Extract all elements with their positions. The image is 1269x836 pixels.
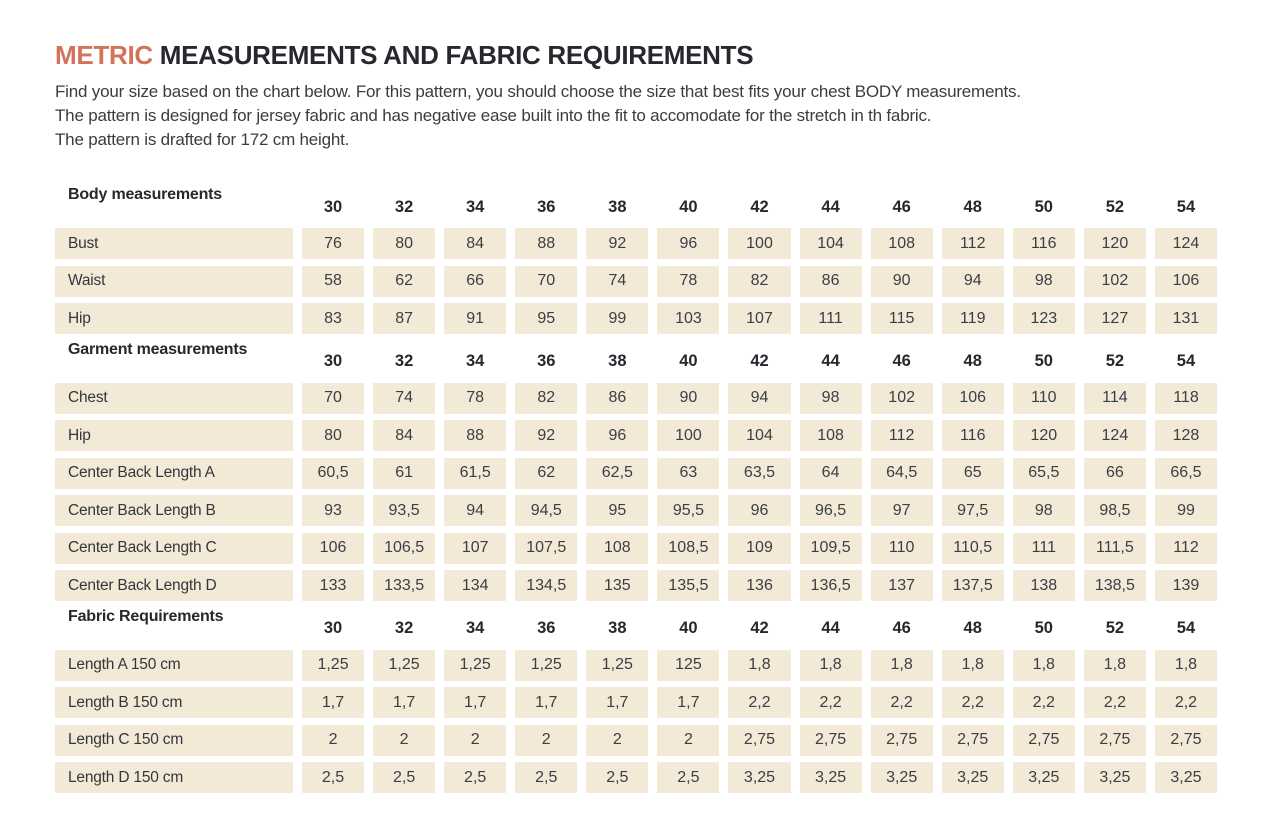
- value-cell: 102: [871, 383, 933, 414]
- value-cell: 98: [1013, 266, 1075, 297]
- value-cell: 116: [1013, 228, 1075, 259]
- value-cell: 61: [373, 458, 435, 489]
- value-cell: 1,7: [302, 687, 364, 718]
- row-label: Center Back Length A: [55, 458, 293, 489]
- value-cell: 108: [800, 420, 862, 451]
- value-cell: 112: [942, 228, 1004, 259]
- value-cell: 70: [302, 383, 364, 414]
- value-cell: 108,5: [657, 533, 719, 564]
- size-header: 34: [466, 352, 485, 370]
- section-header-label: Fabric Requirements: [68, 607, 224, 625]
- value-cell: 63: [657, 458, 719, 489]
- value-cell: 2,2: [1155, 687, 1217, 718]
- value-cell: 2,2: [871, 687, 933, 718]
- size-header: 52: [1105, 619, 1125, 637]
- size-header: 50: [1034, 619, 1053, 637]
- value-cell: 1,8: [1155, 650, 1217, 681]
- table-row: [55, 533, 1217, 564]
- value-cell: 91: [444, 303, 506, 334]
- value-cell: 94: [728, 383, 790, 414]
- value-cell: 2,2: [1084, 687, 1146, 718]
- size-header: 36: [537, 619, 556, 637]
- value-cell: 1,25: [302, 650, 364, 681]
- value-cell: 109,5: [800, 533, 862, 564]
- value-cell: 94,5: [515, 495, 577, 526]
- value-cell: 2,5: [373, 762, 435, 793]
- value-cell: 65,5: [1013, 458, 1075, 489]
- size-header: 38: [608, 352, 627, 370]
- value-cell: 2,2: [728, 687, 790, 718]
- table-row: [55, 458, 1217, 489]
- size-header: 36: [537, 197, 556, 216]
- size-header: 42: [750, 197, 769, 216]
- size-header: 46: [892, 619, 911, 637]
- value-cell: 98: [800, 383, 862, 414]
- value-cell: 64,5: [871, 458, 933, 489]
- row-label: Length B 150 cm: [55, 687, 293, 718]
- value-cell: 111: [800, 303, 862, 334]
- value-cell: 100: [657, 420, 719, 451]
- value-cell: 120: [1084, 228, 1146, 259]
- size-header: 38: [608, 197, 627, 216]
- value-cell: 2: [586, 725, 648, 756]
- value-cell: 87: [373, 303, 435, 334]
- value-cell: 96,5: [800, 495, 862, 526]
- value-cell: 1,8: [1013, 650, 1075, 681]
- value-cell: 3,25: [728, 762, 790, 793]
- value-cell: 80: [302, 420, 364, 451]
- value-cell: 1,7: [586, 687, 648, 718]
- value-cell: 3,25: [800, 762, 862, 793]
- value-cell: 2,75: [871, 725, 933, 756]
- value-cell: 3,25: [871, 762, 933, 793]
- value-cell: 107,5: [515, 533, 577, 564]
- value-cell: 97: [871, 495, 933, 526]
- page-title-accent: METRIC: [55, 40, 153, 70]
- size-header: 48: [963, 197, 982, 216]
- section-header-label: Garment measurements: [68, 340, 248, 358]
- intro-paragraph: [55, 80, 1215, 152]
- table-row: [55, 650, 1217, 681]
- value-cell: 115: [871, 303, 933, 334]
- value-cell: 2,75: [942, 725, 1004, 756]
- value-cell: 139: [1155, 570, 1217, 601]
- value-cell: 2,75: [728, 725, 790, 756]
- size-header: 52: [1105, 352, 1125, 370]
- size-header: 54: [1176, 352, 1196, 370]
- size-header: 46: [892, 197, 911, 216]
- value-cell: 84: [373, 420, 435, 451]
- value-cell: 95: [586, 495, 648, 526]
- size-table: [55, 186, 1217, 793]
- value-cell: 88: [444, 420, 506, 451]
- size-header: 54: [1176, 197, 1196, 216]
- value-cell: 96: [586, 420, 648, 451]
- value-cell: 3,25: [942, 762, 1004, 793]
- value-cell: 108: [586, 533, 648, 564]
- row-label: Waist: [55, 266, 293, 297]
- section-header-row: [55, 341, 1217, 383]
- size-header: 32: [394, 197, 414, 216]
- value-cell: 109: [728, 533, 790, 564]
- row-label: Chest: [55, 383, 293, 414]
- value-cell: 2: [515, 725, 577, 756]
- value-cell: 97,5: [942, 495, 1004, 526]
- value-cell: 1,8: [942, 650, 1004, 681]
- value-cell: 3,25: [1084, 762, 1146, 793]
- page-title-rest: MEASUREMENTS AND FABRIC REQUIREMENTS: [152, 40, 754, 70]
- value-cell: 95,5: [657, 495, 719, 526]
- value-cell: 136,5: [800, 570, 862, 601]
- value-cell: 2,5: [302, 762, 364, 793]
- size-header: 54: [1176, 619, 1196, 637]
- value-cell: 84: [444, 228, 506, 259]
- value-cell: 2,5: [444, 762, 506, 793]
- size-header: 44: [821, 197, 840, 216]
- size-header: 52: [1105, 197, 1125, 216]
- value-cell: 3,25: [1013, 762, 1075, 793]
- value-cell: 133: [302, 570, 364, 601]
- value-cell: 104: [728, 420, 790, 451]
- size-header: 40: [679, 619, 698, 637]
- value-cell: 2: [657, 725, 719, 756]
- value-cell: 96: [657, 228, 719, 259]
- size-header: 32: [394, 352, 414, 370]
- value-cell: 124: [1155, 228, 1217, 259]
- value-cell: 2,75: [800, 725, 862, 756]
- size-header: 48: [963, 352, 982, 370]
- value-cell: 1,8: [1084, 650, 1146, 681]
- value-cell: 108: [871, 228, 933, 259]
- value-cell: 62,5: [586, 458, 648, 489]
- value-cell: 98: [1013, 495, 1075, 526]
- size-header: 38: [608, 619, 627, 637]
- intro-line-1: Find your size based on the chart below. For this pattern, you should choose the size that best fits your chest BODY measurements.: [55, 82, 1021, 101]
- value-cell: 2,75: [1155, 725, 1217, 756]
- value-cell: 112: [1155, 533, 1217, 564]
- table-row: [55, 228, 1217, 259]
- value-cell: 110,5: [942, 533, 1004, 564]
- value-cell: 111,5: [1084, 533, 1146, 564]
- value-cell: 133,5: [373, 570, 435, 601]
- section-header-label: Body measurements: [68, 186, 222, 203]
- value-cell: 96: [728, 495, 790, 526]
- page-title: [55, 40, 1215, 71]
- value-cell: 112: [871, 420, 933, 451]
- size-header: 36: [537, 352, 556, 370]
- value-cell: 103: [657, 303, 719, 334]
- table-row: [55, 687, 1217, 718]
- table-row: [55, 420, 1217, 451]
- value-cell: 99: [1155, 495, 1217, 526]
- value-cell: 2: [373, 725, 435, 756]
- section-header-row: [55, 186, 1217, 228]
- value-cell: 135: [586, 570, 648, 601]
- section-header-row: [55, 608, 1217, 650]
- value-cell: 1,25: [444, 650, 506, 681]
- table-row: [55, 266, 1217, 297]
- value-cell: 134,5: [515, 570, 577, 601]
- value-cell: 2,2: [800, 687, 862, 718]
- intro-line-2: The pattern is designed for jersey fabric and has negative ease built into the fit to accomodate for the stretch in th fabric.: [55, 106, 932, 125]
- value-cell: 88: [515, 228, 577, 259]
- row-label: Center Back Length D: [55, 570, 293, 601]
- value-cell: 138,5: [1084, 570, 1146, 601]
- value-cell: 99: [586, 303, 648, 334]
- size-header: 40: [679, 197, 698, 216]
- value-cell: 93,5: [373, 495, 435, 526]
- value-cell: 3,25: [1155, 762, 1217, 793]
- table-row: [55, 383, 1217, 414]
- value-cell: 83: [302, 303, 364, 334]
- value-cell: 138: [1013, 570, 1075, 601]
- value-cell: 1,8: [871, 650, 933, 681]
- value-cell: 66: [444, 266, 506, 297]
- table-row: [55, 495, 1217, 526]
- size-header: 50: [1034, 352, 1053, 370]
- value-cell: 70: [515, 266, 577, 297]
- value-cell: 86: [586, 383, 648, 414]
- value-cell: 110: [871, 533, 933, 564]
- table-row: [55, 303, 1217, 334]
- value-cell: 2,5: [657, 762, 719, 793]
- size-header: 32: [394, 619, 414, 637]
- value-cell: 106: [302, 533, 364, 564]
- size-header: 42: [750, 619, 769, 637]
- value-cell: 74: [373, 383, 435, 414]
- size-header: 50: [1034, 197, 1053, 216]
- value-cell: 90: [871, 266, 933, 297]
- value-cell: 82: [728, 266, 790, 297]
- value-cell: 104: [800, 228, 862, 259]
- value-cell: 66: [1084, 458, 1146, 489]
- size-header: 46: [892, 352, 911, 370]
- value-cell: 76: [302, 228, 364, 259]
- value-cell: 62: [373, 266, 435, 297]
- value-cell: 137: [871, 570, 933, 601]
- value-cell: 64: [800, 458, 862, 489]
- value-cell: 65: [942, 458, 1004, 489]
- size-header: 40: [679, 352, 698, 370]
- value-cell: 1,8: [728, 650, 790, 681]
- row-label: Length D 150 cm: [55, 762, 293, 793]
- row-label: Bust: [55, 228, 293, 259]
- value-cell: 92: [586, 228, 648, 259]
- value-cell: 114: [1084, 383, 1146, 414]
- value-cell: 106,5: [373, 533, 435, 564]
- value-cell: 125: [657, 650, 719, 681]
- value-cell: 86: [800, 266, 862, 297]
- value-cell: 2,2: [1013, 687, 1075, 718]
- row-label: Center Back Length C: [55, 533, 293, 564]
- value-cell: 90: [657, 383, 719, 414]
- size-header: 30: [323, 352, 343, 370]
- value-cell: 80: [373, 228, 435, 259]
- value-cell: 111: [1013, 533, 1075, 564]
- table-row: [55, 762, 1217, 793]
- intro-line-3: The pattern is drafted for 172 cm height.: [55, 130, 350, 149]
- value-cell: 74: [586, 266, 648, 297]
- value-cell: 119: [942, 303, 1004, 334]
- value-cell: 1,7: [657, 687, 719, 718]
- value-cell: 1,25: [373, 650, 435, 681]
- value-cell: 1,7: [373, 687, 435, 718]
- value-cell: 95: [515, 303, 577, 334]
- size-header: 30: [323, 619, 343, 637]
- row-label: Hip: [55, 303, 293, 334]
- value-cell: 2,5: [515, 762, 577, 793]
- value-cell: 58: [302, 266, 364, 297]
- row-label: Length A 150 cm: [55, 650, 293, 681]
- value-cell: 82: [515, 383, 577, 414]
- value-cell: 1,25: [515, 650, 577, 681]
- value-cell: 66,5: [1155, 458, 1217, 489]
- row-label: Center Back Length B: [55, 495, 293, 526]
- value-cell: 98,5: [1084, 495, 1146, 526]
- value-cell: 136: [728, 570, 790, 601]
- value-cell: 2,75: [1084, 725, 1146, 756]
- value-cell: 118: [1155, 383, 1217, 414]
- value-cell: 106: [942, 383, 1004, 414]
- value-cell: 2,5: [586, 762, 648, 793]
- value-cell: 1,8: [800, 650, 862, 681]
- value-cell: 106: [1155, 266, 1217, 297]
- size-header: 44: [821, 619, 840, 637]
- value-cell: 63,5: [728, 458, 790, 489]
- value-cell: 94: [942, 266, 1004, 297]
- value-cell: 78: [444, 383, 506, 414]
- table-row: [55, 570, 1217, 601]
- value-cell: 100: [728, 228, 790, 259]
- value-cell: 120: [1013, 420, 1075, 451]
- value-cell: 116: [942, 420, 1004, 451]
- value-cell: 131: [1155, 303, 1217, 334]
- size-header: 34: [466, 619, 485, 637]
- value-cell: 78: [657, 266, 719, 297]
- value-cell: 137,5: [942, 570, 1004, 601]
- size-header: 48: [963, 619, 982, 637]
- row-label: Hip: [55, 420, 293, 451]
- value-cell: 92: [515, 420, 577, 451]
- value-cell: 1,7: [515, 687, 577, 718]
- value-cell: 61,5: [444, 458, 506, 489]
- value-cell: 127: [1084, 303, 1146, 334]
- value-cell: 135,5: [657, 570, 719, 601]
- value-cell: 93: [302, 495, 364, 526]
- value-cell: 107: [728, 303, 790, 334]
- size-header: 42: [750, 352, 769, 370]
- value-cell: 107: [444, 533, 506, 564]
- value-cell: 2,2: [942, 687, 1004, 718]
- value-cell: 2: [302, 725, 364, 756]
- size-header: 44: [821, 352, 840, 370]
- value-cell: 102: [1084, 266, 1146, 297]
- value-cell: 1,25: [586, 650, 648, 681]
- value-cell: 124: [1084, 420, 1146, 451]
- value-cell: 128: [1155, 420, 1217, 451]
- table-row: [55, 725, 1217, 756]
- value-cell: 1,7: [444, 687, 506, 718]
- value-cell: 110: [1013, 383, 1075, 414]
- value-cell: 123: [1013, 303, 1075, 334]
- size-header: 30: [323, 197, 343, 216]
- value-cell: 62: [515, 458, 577, 489]
- value-cell: 2: [444, 725, 506, 756]
- size-header: 34: [466, 197, 485, 216]
- value-cell: 60,5: [302, 458, 364, 489]
- row-label: Length C 150 cm: [55, 725, 293, 756]
- value-cell: 134: [444, 570, 506, 601]
- value-cell: 2,75: [1013, 725, 1075, 756]
- value-cell: 94: [444, 495, 506, 526]
